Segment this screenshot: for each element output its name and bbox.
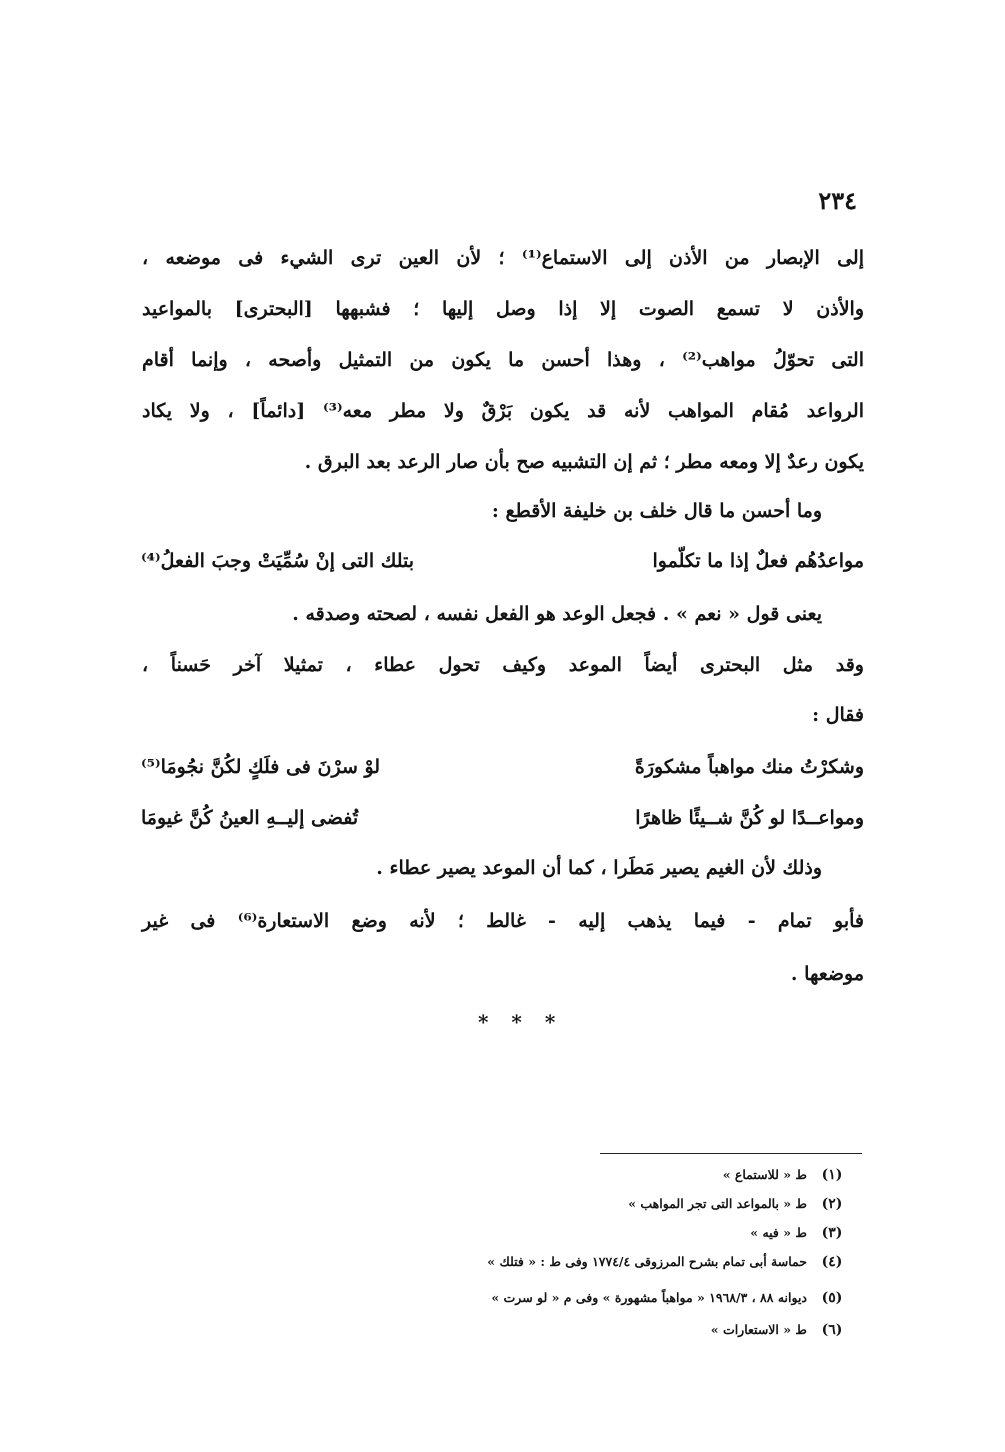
footnote	[487, 1252, 849, 1272]
footnote	[491, 1288, 849, 1308]
footnote-number: (٦)	[821, 1322, 843, 1338]
footnote-number: (٤)	[821, 1254, 843, 1270]
verse-left-hemistich: تُفضى إليــهِ العينُ كُنَّ غيومَا	[141, 807, 359, 829]
footnote-number: (٥)	[821, 1290, 843, 1306]
footnote	[723, 1165, 849, 1185]
footnote-number: (١)	[821, 1167, 843, 1183]
footnote	[711, 1320, 849, 1340]
footnote-text: حماسة أبى تمام بشرح المرزوقى ١٧٧٤/٤ وفى ط : « فتلك »	[487, 1254, 807, 1269]
footnote-number: (٢)	[821, 1196, 843, 1212]
footnote-text: ط « بالمواعد التى تجر المواهب »	[628, 1196, 807, 1211]
footnote	[750, 1223, 849, 1243]
paragraph-line: والأذن لا تسمع الصوت إلا إذا وصل إليها ؛ فشبهها [البحترى] بالمواعيد	[142, 298, 864, 320]
verse-right-hemistich: ومواعــدًا لو كُنَّ شــيئًا ظاهرًا	[635, 807, 864, 829]
footnote	[628, 1194, 849, 1214]
paragraph-line: فأبو تمام - فيما يذهب إليه - غالط ؛ لأنه وضع الاستعارة⁽⁶⁾ فى غير	[142, 910, 864, 932]
verse-left-hemistich: لوْ سرْنَ فى فلَكٍ لكُنَّ نجُومَا⁽⁵⁾	[141, 756, 381, 778]
page-number: ٢٣٤	[818, 186, 857, 215]
footnote-text: ط « للاستماع »	[722, 1167, 807, 1182]
section-separator: * * *	[478, 1010, 564, 1034]
footnote-divider	[600, 1153, 862, 1154]
paragraph-line: وذلك لأن الغيم يصير مَطَرا ، كما أن الموعد يصير عطاء .	[376, 857, 822, 879]
paragraph-line: الرواعد مُقام المواهب لأنه قد يكون بَرْقٌ ولا مطر معه⁽³⁾ [دائماً] ، ولا يكاد	[142, 400, 865, 422]
footnote-text: ديوانه ٨٨ ، ١٩٦٨/٣ « مواهباً مشهورة » وفى م « لو سرت »	[491, 1290, 807, 1305]
footnote-text: ط « الاستعارات »	[710, 1322, 807, 1337]
verse-right-hemistich: وشكرْتُ منك مواهباً مشكورَةً	[634, 756, 864, 778]
paragraph-line: يكون رعدٌ إلا ومعه مطر ؛ ثم إن التشبيه صح بأن صار الرعد بعد البرق .	[304, 451, 864, 473]
verse-left-hemistich: بتلك التى إنْ سُمِّيَتْ وجبَ الفعلُ⁽⁴⁾	[141, 550, 415, 572]
paragraph-line: إلى الإبصار من الأذن إلى الاستماع⁽¹⁾ ؛ لأن العين ترى الشيء فى موضعه ،	[142, 247, 864, 269]
footnote-text: ط « فيه »	[750, 1225, 807, 1240]
paragraph-line: موضعها .	[790, 963, 864, 985]
paragraph-line: يعنى قول « نعم » . فجعل الوعد هو الفعل نفسه ، لصحته وصدقه .	[292, 603, 822, 625]
paragraph-line: فقال :	[812, 704, 864, 726]
footnote-number: (٣)	[821, 1225, 843, 1241]
verse-intro-line: وما أحسن ما قال خلف بن خليفة الأقطع :	[491, 500, 822, 522]
verse-right-hemistich: مواعدُهُم فعلٌ إذا ما تكلّموا	[652, 550, 864, 572]
paragraph-line: وقد مثل البحترى أيضاً الموعد وكيف تحول عطاء ، تمثيلا آخر حَسناً ،	[142, 654, 864, 676]
paragraph-line: التى تحوّلُ مواهب⁽²⁾ ، وهذا أحسن ما يكون من التمثيل وأصحه ، وإنما أقام	[142, 349, 864, 371]
